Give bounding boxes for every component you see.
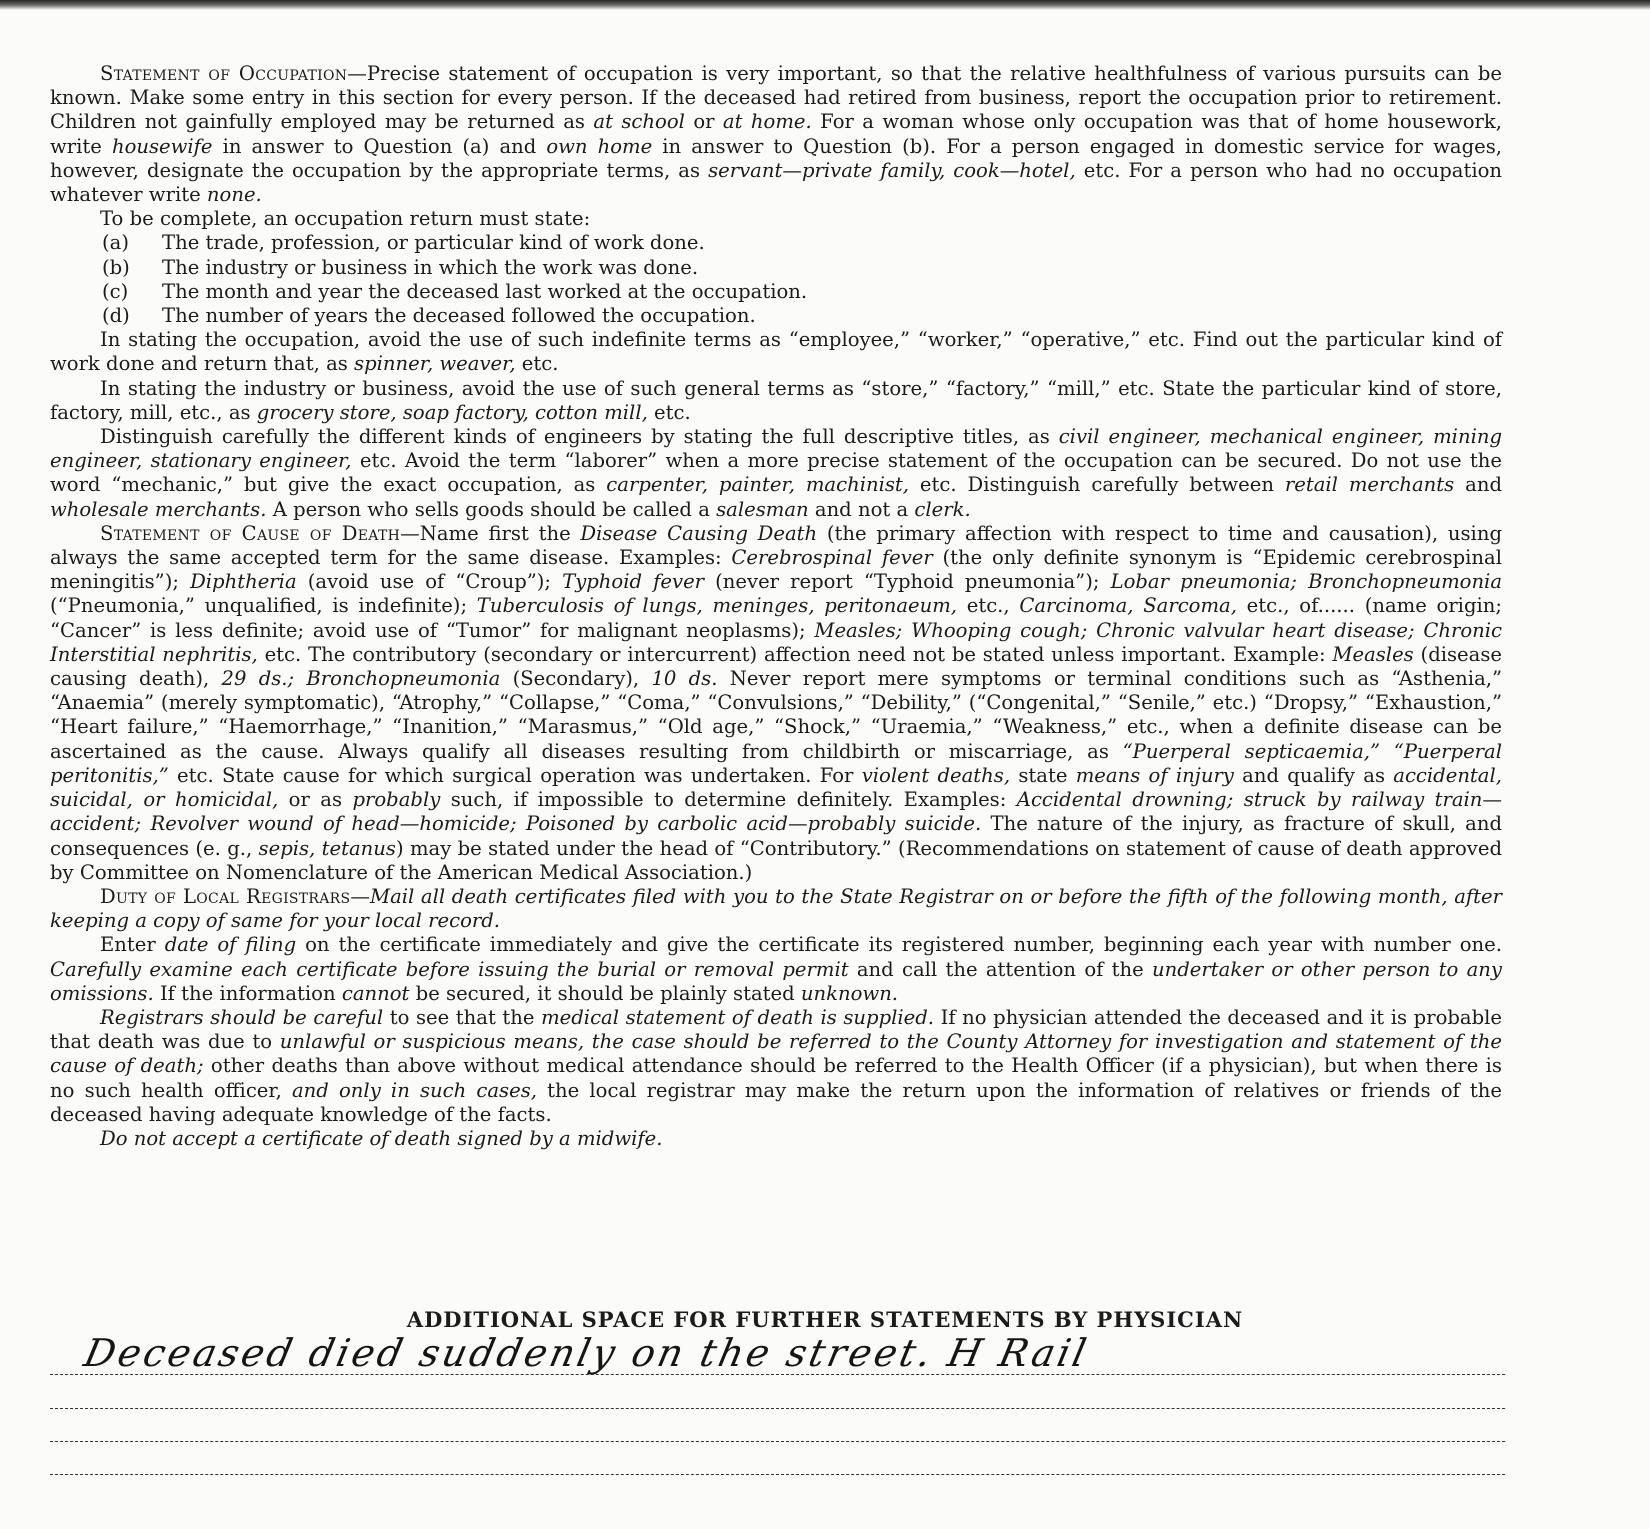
registrars-careful-paragraph: Registrars should be careful to see that the medical statement of death is supplied. If no physician attended the deceased and it is probable that death was due to unlawful or suspicious means, the case should be referred to the County Attorney for investigation and statement of the cause of death; other deaths than above without medical attendance should be referred to the Health Officer (if a physician), but when there is no such health officer, and only in such cases, the local registrar may make the return upon the information of relatives or friends of the deceased having adequate knowledge of the facts. — [50, 1005, 1502, 1126]
list-item: (a) The trade, profession, or particular kind of work done. — [102, 231, 705, 255]
statement-line-1 — [50, 1374, 1505, 1375]
local-registrars-paragraph: Duty of Local Registrars—Mail all death certificates filed with you to the State Registrar on or before the fifth of the following month, after keeping a copy of same for your local record. — [50, 884, 1502, 933]
statement-line-4 — [50, 1474, 1505, 1475]
occupation-terms-paragraph: In stating the occupation, avoid the use of such indefinite terms as “employee,” “worker,” “operative,” etc. Find out the particular kind of work done and return that, as spinner, weaver, etc. — [50, 328, 1502, 376]
occupation-requirements-list — [102, 231, 1502, 328]
occupation-requirements-intro: To be complete, an occupation return must state: — [100, 207, 591, 231]
list-item: (d) The number of years the deceased followed the occupation. — [102, 304, 756, 328]
list-item: (c) The month and year the deceased last worked at the occupation. — [102, 279, 808, 303]
filing-paragraph: Enter date of filing on the certificate immediately and give the certificate its registered number, beginning each year with number one. Carefully examine each certificate before issuing the burial or removal permit and call the attention of the undertaker or other person to any omissions. If the information cannot be secured, it should be plainly stated unknown. — [50, 933, 1502, 1005]
midwife-note: Do not accept a certificate of death signed by a midwife. — [100, 1126, 663, 1150]
scan-top-edge — [0, 0, 1650, 10]
physician-handwritten-statement: Deceased died suddenly on the street. H Rail — [80, 1331, 1093, 1375]
local-registrars-heading: Duty of Local Registrars — [100, 884, 351, 908]
industry-terms-paragraph: In stating the industry or business, avoid the use of such general terms as “store,” “factory,” “mill,” etc. State the particular kind of store, factory, mill, etc., as grocery store, soap factory, cotton mill, etc. — [50, 376, 1502, 424]
occupation-heading: Statement of Occupation — [100, 62, 348, 85]
instructions-text — [50, 62, 1502, 1151]
engineers-paragraph: Distinguish carefully the different kinds of engineers by stating the full descriptive titles, as civil engineer, mechanical engineer, mining engineer, stationary engineer, etc. Avoid the term “laborer” when a more precise statement of the occupation can be secured. Do not use the word “mechanic,” but give the exact occupation, as carpenter, painter, machinist, etc. Distinguish carefully between retail merchants and wholesale merchants. A person who sells goods should be called a salesman and not a clerk. — [50, 425, 1503, 521]
cause-of-death-paragraph: Statement of Cause of Death—Name first the Disease Causing Death (the primary affection with respect to time and causation), using always the same accepted term for the same disease. Examples: Cerebrospinal fever (the only definite synonym is “Epidemic cerebrospinal meningitis”); Diphtheria (avoid use of “Croup”); Typhoid fever (never report “Typhoid pneumonia”); Lobar pneumonia; Bronchopneumonia (“Pneumonia,” unqualified, is indefinite); Tuberculosis of lungs, meninges, peritonaeum, etc., Carcinoma, Sarcoma, etc., of...... (name origin; “Cancer” is less definite; avoid use of “Tumor” for malignant neoplasms); Measles; Whooping cough; Chronic valvular heart disease; Chronic Interstitial nephritis, etc. The contributory (secondary or intercurrent) affection need not be stated unless important. Example: Measles (disease causing death), 29 ds.; Bronchopneumonia (Secondary), 10 ds. Never report mere symptoms or terminal conditions such as “Asthenia,” “Anaemia” (merely symptomatic), “Atrophy,” “Collapse,” “Coma,” “Convulsions,” “Debility,” (“Congenital,” “Senile,” etc.) “Dropsy,” “Exhaustion,” “Heart failure,” “Haemorrhage,” “Inanition,” “Marasmus,” “Old age,” “Shock,” “Uraemia,” “Weakness,” etc., when a definite disease can be ascertained as the cause. Always qualify all diseases resulting from childbirth or miscarriage, as “Puerperal septicaemia,” “Puerperal peritonitis,” etc. State cause for which surgical operation was undertaken. For violent deaths, state means of injury and qualify as accidental, suicidal, or homicidal, or as probably such, if impossible to determine definitely. Examples: Accidental drowning; struck by railway train—accident; Revolver wound of head—homicide; Poisoned by carbolic acid—probably suicide. The nature of the injury, as fracture of skull, and consequences (e. g., sepis, tetanus) may be stated under the head of “Contributory.” (Recommendations on statement of cause of death approved by Committee on Nomenclature of the American Medical Association.) — [50, 521, 1503, 884]
occupation-paragraph: Statement of Occupation—Precise statement of occupation is very important, so that the relative healthfulness of various pursuits can be known. Make some entry in this section for every person. If the deceased had retired from business, report the occupation prior to retirement. Children not gainfully employed may be returned as at school or at home. For a woman whose only occupation was that of home housework, write housewife in answer to Question (a) and own home in answer to Question (b). For a person engaged in domestic service for wages, however, designate the occupation by the appropriate terms, as servant—private family, cook—hotel, etc. For a person who had no occupation whatever write none. — [50, 62, 1503, 207]
physician-statement-heading: ADDITIONAL SPACE FOR FURTHER STATEMENTS BY PHYSICIAN — [406, 1307, 1244, 1332]
statement-line-3 — [50, 1441, 1505, 1442]
statement-line-2 — [50, 1408, 1505, 1409]
cause-of-death-heading: Statement of Cause of Death — [100, 521, 401, 545]
list-item: (b) The industry or business in which the work was done. — [102, 255, 699, 279]
